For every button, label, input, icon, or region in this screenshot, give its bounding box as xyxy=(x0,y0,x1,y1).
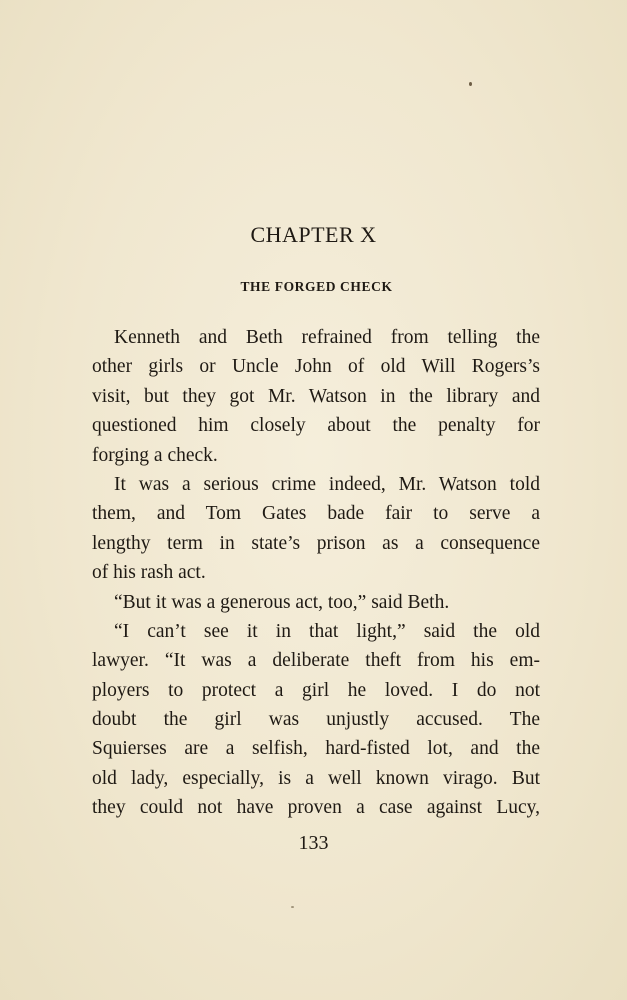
text-line: they could not have proven a case against Lucy, xyxy=(92,797,540,819)
text-line: “I can’t see it in that light,” said the old xyxy=(114,620,540,642)
text-line: ployers to protect a girl he loved. I do not xyxy=(92,679,540,701)
text-line: doubt the girl was unjustly accused. The xyxy=(92,709,540,731)
page-number: 133 xyxy=(298,832,329,854)
chapter-subtitle: THE FORGED CHECK xyxy=(240,279,393,294)
paper-speck xyxy=(469,82,472,86)
text-line: “But it was a generous act, too,” said Beth. xyxy=(114,591,450,613)
text-line: lawyer. “It was a deliberate theft from his em- xyxy=(92,650,540,672)
text-line: It was a serious crime indeed, Mr. Watson told xyxy=(114,473,540,495)
text-line: Squierses are a selfish, hard-fisted lot, and the xyxy=(92,738,540,760)
text-line: of his rash act. xyxy=(92,562,206,584)
text-line: forging a check. xyxy=(92,444,218,466)
paper-speck xyxy=(291,906,294,908)
text-line: questioned him closely about the penalty for xyxy=(92,415,540,437)
text-line: visit, but they got Mr. Watson in the library and xyxy=(92,385,540,407)
text-line: them, and Tom Gates bade fair to serve a xyxy=(92,503,540,525)
chapter-title: CHAPTER X xyxy=(250,222,377,247)
text-line: old lady, especially, is a well known virago. But xyxy=(92,767,540,789)
body-text xyxy=(92,323,540,823)
text-line: Kenneth and Beth refrained from telling the xyxy=(114,327,540,348)
text-line: other girls or Uncle John of old Will Rogers’s xyxy=(92,356,540,378)
text-line: lengthy term in state’s prison as a consequence xyxy=(92,532,540,554)
